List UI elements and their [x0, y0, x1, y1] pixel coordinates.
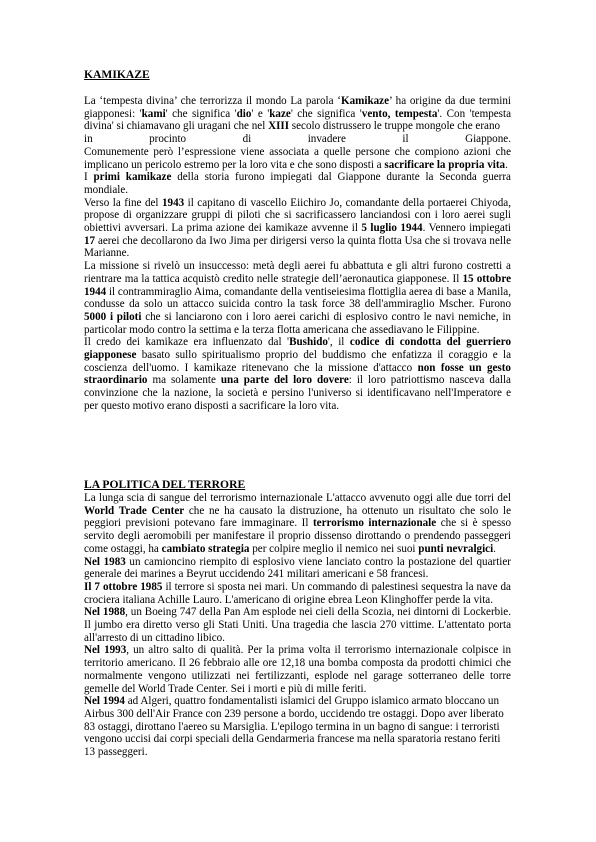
text-run: .	[505, 158, 508, 171]
paragraph-mission	[84, 260, 511, 336]
bold-text-run: terrorismo internazionale	[312, 517, 437, 530]
text-run: un camioncino riempito di esplosivo viene lanciato contro la postazione del quartier generale dei marines a Beyrut uccidendo 241 militari americani e 58 francesi.	[84, 555, 511, 581]
text-run: .	[493, 542, 496, 555]
bold-text-run: Nel 1988	[84, 606, 126, 619]
bold-text-run: 1943	[162, 196, 185, 209]
spread-word: invadere	[307, 133, 346, 146]
text-run: Comunemente però l’espressione viene associata a quelle persone che compiono azioni che implicano un pericolo estremo per la loro vita e che sono disposti a	[84, 145, 511, 171]
text-run: della storia furono impiegati dal Giappone durante la Seconda guerra mondiale.	[84, 171, 511, 196]
text-run: basato sullo spiritualismo proprio del buddismo che enfatizza il coraggio e la coscienza dell'uomo. I kamikaze ritenevano che la missione d'attacco	[84, 349, 511, 374]
text-run: , un Boeing 747 della Pan Am esplode nei cieli della Scozia, nei dintorni di Lockerbie. Il jumbo era diretto verso gli Stati Uniti. Una tragedia che lascia 270 vittime. L'attentato porta all'arresto di un cittadino libico.	[84, 606, 512, 644]
bold-text-run: Nel 1993	[84, 644, 127, 657]
text-run: '. Con 'tempesta divina' si chiamavano gli uragani che nel	[84, 107, 512, 133]
bold-text-run: World Trade Center	[84, 504, 185, 517]
bold-text-run: dio	[236, 107, 252, 120]
bold-text-run: kaze	[269, 107, 291, 120]
text-run: ', il	[327, 336, 350, 349]
paragraph-1993	[84, 644, 511, 695]
bold-text-run: kami	[141, 107, 166, 120]
text-run: aerei che decollarono da Iwo Jima per dirigersi verso la quinta flotta Usa che si trovava nelle Marianne.	[84, 234, 511, 260]
text-run: secolo distrussero le truppe mongole che erano	[289, 120, 501, 133]
text-run: il capitano di vascello Eiichiro Jo, comandante della portaerei Chiyoda, propose di organizzare gruppi di piloti che si sacrificassero lanciandosi con i loro aerei sugli obiettivi avversari. La prima azione dei kamikaze avvenne il	[84, 196, 512, 235]
paragraph-1983	[84, 556, 511, 581]
spread-word: in	[84, 133, 93, 146]
paragraph-intro-continued	[84, 146, 511, 171]
text-run: che ne ha causato la distruzione, ha ottenuto un risultato che solo le peggiori previsioni potevano fare immaginare. Il	[84, 504, 511, 530]
text-run: ma solamente	[147, 374, 221, 387]
paragraph-1988	[84, 606, 511, 644]
bold-text-run: 5000 i piloti	[84, 310, 142, 323]
text-run: I	[84, 171, 94, 184]
text-run: Verso la fine del	[84, 196, 162, 209]
text-run: : il loro patriottismo nasceva dalla convinzione che la nazione, la società e persino l'universo si identificavano nell'Imperatore e per questo motivo erano disposti a sacrificare la loro vita.	[84, 374, 511, 412]
section-title-kamikaze: KAMIKAZE	[84, 68, 150, 81]
text-run: ad Algeri, quattro fondamentalisti islamici del Gruppo islamico armato bloccano un Airbus 300 dell'Air France con 239 persone a bordo, uccidendo tre ostaggi. Dopo aver liberato 83 ostaggi, dirottano l'aereo su Marsiglia. L'epilogo termina in un bagno di sangue: i terroristi vengono uccisi dai corpi speciali della Gendarmeria francese ma nella sparatoria restano feriti 13 passeggeri.	[84, 695, 504, 759]
paragraph-1943	[84, 197, 511, 261]
text-run: per colpire meglio il nemico nei suoi	[249, 542, 419, 555]
paragraph-1985	[84, 581, 511, 606]
section-kamikaze	[84, 68, 511, 413]
bold-text-run: Bushido	[289, 336, 328, 349]
spread-word: Giappone.	[465, 133, 511, 146]
paragraph-wtc	[84, 492, 511, 556]
text-run: ' che significa '	[165, 107, 237, 120]
text-run: , un altro salto di qualità. Per la prima volta il terrorismo internazionale colpisce in territorio americano. Il 26 febbraio alle ore 12,18 una bomba composta da prodotti chimici che normalmente vengono utilizzati nei fertilizzanti, esplode nel garage sotterraneo delle torre gemelle del World Trade Center. Sei i morti e più di mille feriti.	[84, 644, 511, 695]
bold-text-run: Nel 1983	[84, 555, 126, 568]
paragraph-bushido	[84, 336, 511, 412]
text-run: il terrore si sposta nei mari. Un commando di palestinesi sequestra la nave da crociera italiana Achille Lauro. L'americano di origine ebrea Leon Klinghoffer perde la vita.	[84, 580, 511, 606]
paragraph-1994	[84, 695, 511, 759]
text-run: il contrammiraglio Aima, comandante della ventiseiesima flottiglia aerea di base a Manila, condusse da solo un attacco suicida contro la task force 38 dell'ammiraglio Mscher. Furono	[84, 285, 511, 311]
paragraph-intro	[84, 95, 511, 133]
bold-text-run: codice di condotta del guerriero giapponese	[84, 336, 512, 362]
text-run: . Vennero impiegati	[422, 222, 511, 235]
section-title-terrore: LA POLITICA DEL TERRORE	[84, 478, 246, 491]
bold-text-run: non fosse un gesto straordinario	[84, 361, 511, 387]
text-run: La lunga scia di sangue del terrorismo internazionale L'attacco avvenuto oggi alle due torri del	[84, 492, 511, 504]
bold-text-run: sacrificare la propria vita	[384, 158, 506, 171]
bold-text-run: 5 luglio 1944	[361, 222, 423, 235]
paragraph-first-kamikaze	[84, 171, 511, 196]
text-run: che si è spesso servito degli aeromobili per manifestare il proprio dissenso dirottando o prendendo passeggeri come ostaggi, ha	[84, 517, 512, 555]
bold-text-run: una parte del loro dovere	[220, 374, 349, 387]
bold-text-run: Il 7 ottobre 1985	[84, 580, 163, 593]
bold-text-run: Nel 1994	[84, 695, 125, 708]
bold-text-run: XIII	[268, 120, 290, 133]
bold-text-run: vento, tempesta	[361, 107, 438, 120]
text-run: ' e '	[251, 107, 270, 120]
text-run: La ‘tempesta divina’ che terrorizza il mondo La parola ‘	[84, 95, 341, 107]
section-politica-terrore	[84, 478, 511, 759]
paragraph-intro-spread-line	[84, 133, 511, 146]
spread-word: di	[242, 133, 252, 146]
bold-text-run: 17	[84, 234, 96, 247]
text-run: La missione si rivelò un insuccesso: metà degli aerei fu abbattuta e gli altri furono costretti a rientrare ma la tattica acquistò credito nelle strategie dell’aeronautica giapponese. Il	[84, 260, 511, 285]
bold-text-run: Kamikaze	[340, 95, 390, 107]
bold-text-run: 15 ottobre 1944	[84, 272, 511, 298]
text-run: ’ ha origine da due termini giapponesi: '	[84, 95, 511, 120]
bold-text-run: cambiato strategia	[161, 542, 250, 555]
text-run: che si lanciarono con i loro aerei carichi di esplosivo contro le navi nemiche, in particolar modo contro la settima e la terza flotta americana che assediavano le Filippine.	[84, 310, 511, 336]
text-run: ' che significa '	[290, 107, 362, 120]
spread-word: il	[402, 133, 409, 146]
spread-word: procinto	[149, 133, 187, 146]
bold-text-run: primi kamikaze	[93, 171, 172, 184]
text-run: Il credo dei kamikaze era influenzato dal '	[84, 336, 290, 349]
bold-text-run: punti nevralgici	[418, 542, 494, 555]
